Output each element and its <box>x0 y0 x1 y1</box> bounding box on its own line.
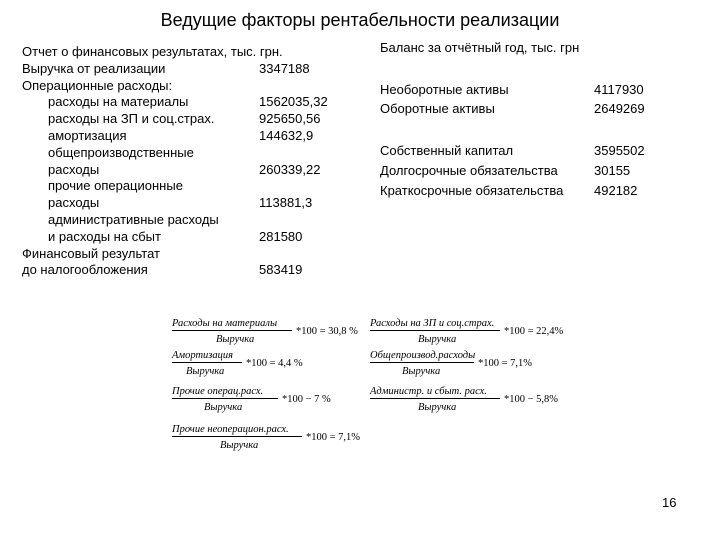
row-value: 925650,56 <box>259 111 321 127</box>
formula-denominator: Выручка <box>418 402 457 413</box>
row-value: 583419 <box>259 262 303 278</box>
formula-numerator: Администр. и сбыт. расх. <box>370 386 500 399</box>
liability-label: Краткосрочные обязательства <box>380 183 564 198</box>
row-label: общепроизводственные <box>48 144 194 160</box>
liability-value: 30155 <box>594 163 631 178</box>
formula-denominator: Выручка <box>204 402 243 413</box>
row-label: амортизация <box>48 127 127 143</box>
row-label: расходы <box>48 195 100 211</box>
row-label: административные расходы <box>48 211 219 227</box>
row-label: и расходы на сбыт <box>48 228 161 244</box>
row-label: до налогообложения <box>22 262 148 278</box>
formula-denominator: Выручка <box>418 334 457 345</box>
asset-label: Оборотные активы <box>380 101 495 116</box>
row-label: Выручка от реализации <box>22 60 166 76</box>
row-value: 260339,22 <box>259 161 321 177</box>
balance-sheet <box>0 0 720 210</box>
row-value: 144632,9 <box>259 127 314 143</box>
row-label: Операционные расходы: <box>22 77 173 93</box>
formula-numerator: Общепроизвод.расходы <box>370 350 476 361</box>
asset-value: 2649269 <box>594 101 645 116</box>
formula-denominator: Выручка <box>220 440 259 451</box>
row-value: 3347188 <box>259 60 310 76</box>
page-title: Ведущие факторы рентабельности реализации <box>160 10 560 30</box>
row-value: 1562035,32 <box>259 94 328 110</box>
liability-label: Долгосрочные обязательства <box>380 163 558 178</box>
formula-numerator: Амортизация <box>172 350 242 363</box>
row-value: 113881,3 <box>259 195 313 211</box>
formula-result: *100 = 7,1% <box>306 432 361 443</box>
formula-result: *100 = 30,8 % <box>296 326 358 337</box>
formula-denominator: Выручка <box>216 334 255 345</box>
formula-result: *100 − 5,8% <box>504 394 559 405</box>
formula-result: *100 = 4,4 % <box>246 358 303 369</box>
income-statement-heading: Отчет о финансовых результатах, тыс. грн. <box>22 44 283 59</box>
row-label: расходы на материалы <box>48 94 189 110</box>
row-value: 281580 <box>259 228 303 244</box>
asset-value: 4117930 <box>594 82 644 97</box>
formula-result: *100 − 7 % <box>282 394 331 405</box>
formula-denominator: Выручка <box>186 366 225 377</box>
row-label: расходы <box>48 161 100 177</box>
formula-numerator: Прочие операц.расх. <box>172 386 278 399</box>
formula-result: *100 = 7,1% <box>478 358 533 369</box>
formula-denominator: Выручка <box>402 366 441 377</box>
formula-result: *100 = 22,4% <box>504 326 564 337</box>
row-label: Финансовый результат <box>22 245 160 261</box>
row-label: прочие операционные <box>48 178 183 194</box>
row-label: расходы на ЗП и соц.страх. <box>48 111 215 127</box>
liability-value: 492182 <box>594 183 638 198</box>
formula-numerator: Расходы на материалы <box>172 318 292 331</box>
page-number: 16 <box>662 495 677 510</box>
liability-label: Собственный капитал <box>380 143 514 158</box>
liability-value: 3595502 <box>594 143 645 158</box>
formula-numerator: Прочие неоперацион.расх. <box>172 424 302 437</box>
asset-label: Необоротные активы <box>380 82 509 97</box>
formula-numerator: Расходы на ЗП и соц.страх. <box>370 318 500 331</box>
balance-heading: Баланс за отчётный год, тыс. грн <box>380 40 580 55</box>
